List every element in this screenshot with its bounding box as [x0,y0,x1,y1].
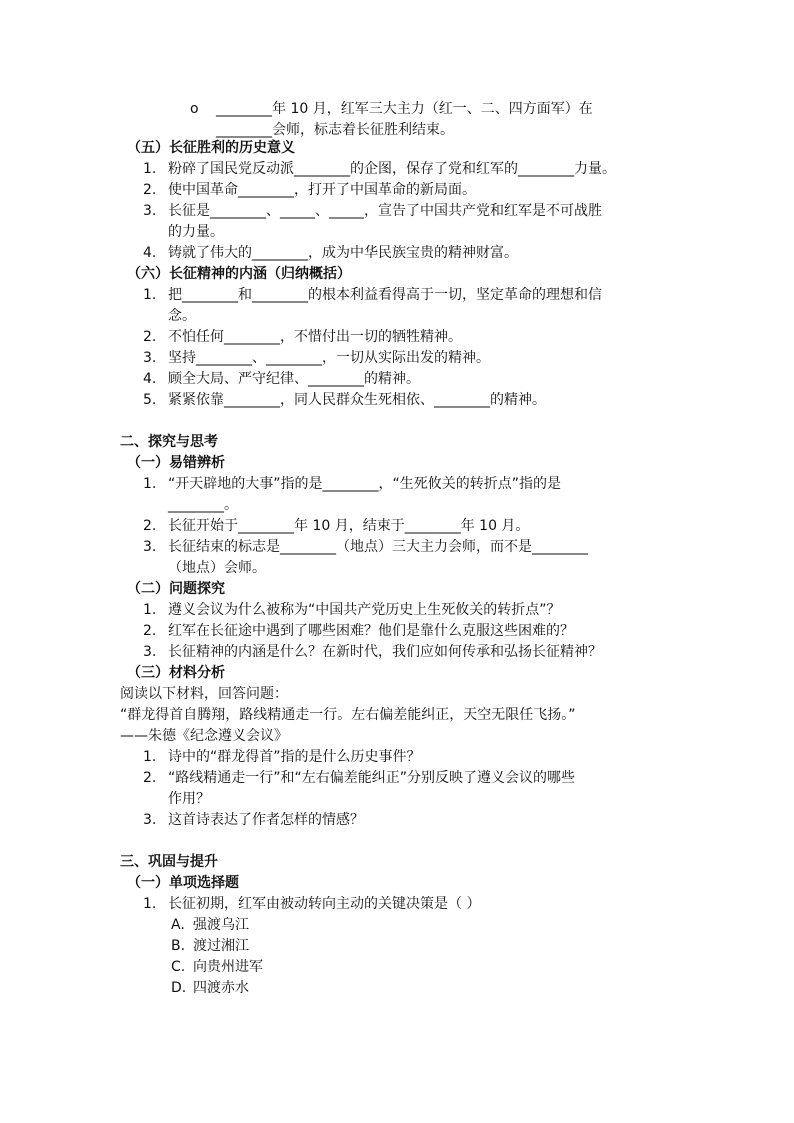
option-item: D. 四渡赤水 [171,980,249,996]
section-heading: （五）长征胜利的历史意义 [127,140,295,156]
list-item: 2. 长征开始于________年 10 月，结束于________年 10 月。 [143,518,530,534]
list-item: 4. 铸就了伟大的________，成为中华民族宝贵的精神财富。 [143,245,518,261]
list-item: 1. 诗中的“群龙得首”指的是什么历史事件？ [143,749,421,765]
list-item: 2. 不怕任何________，不惜付出一切的牺牲精神。 [143,329,462,345]
item-text: ________年 10 月，红军三大主力（红一、二、四方面军）在 ________会师，标志着长征胜利结束。 [216,101,593,138]
list-item: 3. 坚持________、________，一切从实际出发的精神。 [143,350,490,366]
section-heading: （三）材料分析 [127,665,225,681]
list-item: 1. 粉碎了国民党反动派________的企图，保存了党和红军的________力量。 [143,161,616,177]
section-heading: （二）问题探究 [127,581,225,597]
part-heading: 三、巩固与提升 [120,854,218,870]
section-heading: （一）单项选择题 [127,875,239,891]
option-item: A. 强渡乌江 [171,917,249,933]
material-source: ——朱德《纪念遵义会议》 [120,728,288,744]
part-heading: 二、探究与思考 [120,434,218,450]
list-item: 4. 顾全大局、严守纪律、________的精神。 [143,371,420,387]
list-item: 3. 这首诗表达了作者怎样的情感？ [143,812,364,828]
list-item: 3. 长征精神的内涵是什么？在新时代，我们应如何传承和弘扬长征精神？ [143,644,602,660]
bullet-marker: o [190,101,199,117]
question-item: 1. 长征初期，红军由被动转向主动的关键决策是（ ） [143,896,481,912]
list-item: 1. 遵义会议为什么被称为“中国共产党历史上生死攸关的转折点”？ [143,602,561,618]
material-intro: 阅读以下材料，回答问题： [120,686,288,702]
list-item [190,99,670,141]
section-heading: （一）易错辨析 [127,455,225,471]
list-item: 3. 长征结束的标志是________（地点）三大主力会师，而不是________ （地点）会师。 [143,539,588,576]
list-item: 1. 把________和________的根本利益看得高于一切，坚定革命的理想和信 念。 [143,287,602,324]
option-item: C. 向贵州进军 [171,959,263,975]
material-quote: “群龙得首自腾翔，路线精通走一行。左右偏差能纠正，天空无限任飞扬。” [120,707,576,723]
list-item: 3. 长征是________、_____、_____，宣告了中国共产党和红军是不可战胜 的力量。 [143,203,602,240]
list-item: 1. “开天辟地的大事”指的是________，“生死攸关的转折点”指的是 ________。 [143,476,562,513]
option-item: B. 渡过湘江 [171,938,249,954]
list-item: 2. 红军在长征途中遇到了哪些困难？他们是靠什么克服这些困难的？ [143,623,574,639]
list-item: 5. 紧紧依靠________，同人民群众生死相依、________的精神。 [143,392,546,408]
section-heading: （六）长征精神的内涵（归纳概括） [127,266,351,282]
list-item: 2. 使中国革命________，打开了中国革命的新局面。 [143,182,476,198]
list-item: 2. “路线精通走一行”和“左右偏差能纠正”分别反映了遵义会议的哪些 作用？ [143,770,576,807]
